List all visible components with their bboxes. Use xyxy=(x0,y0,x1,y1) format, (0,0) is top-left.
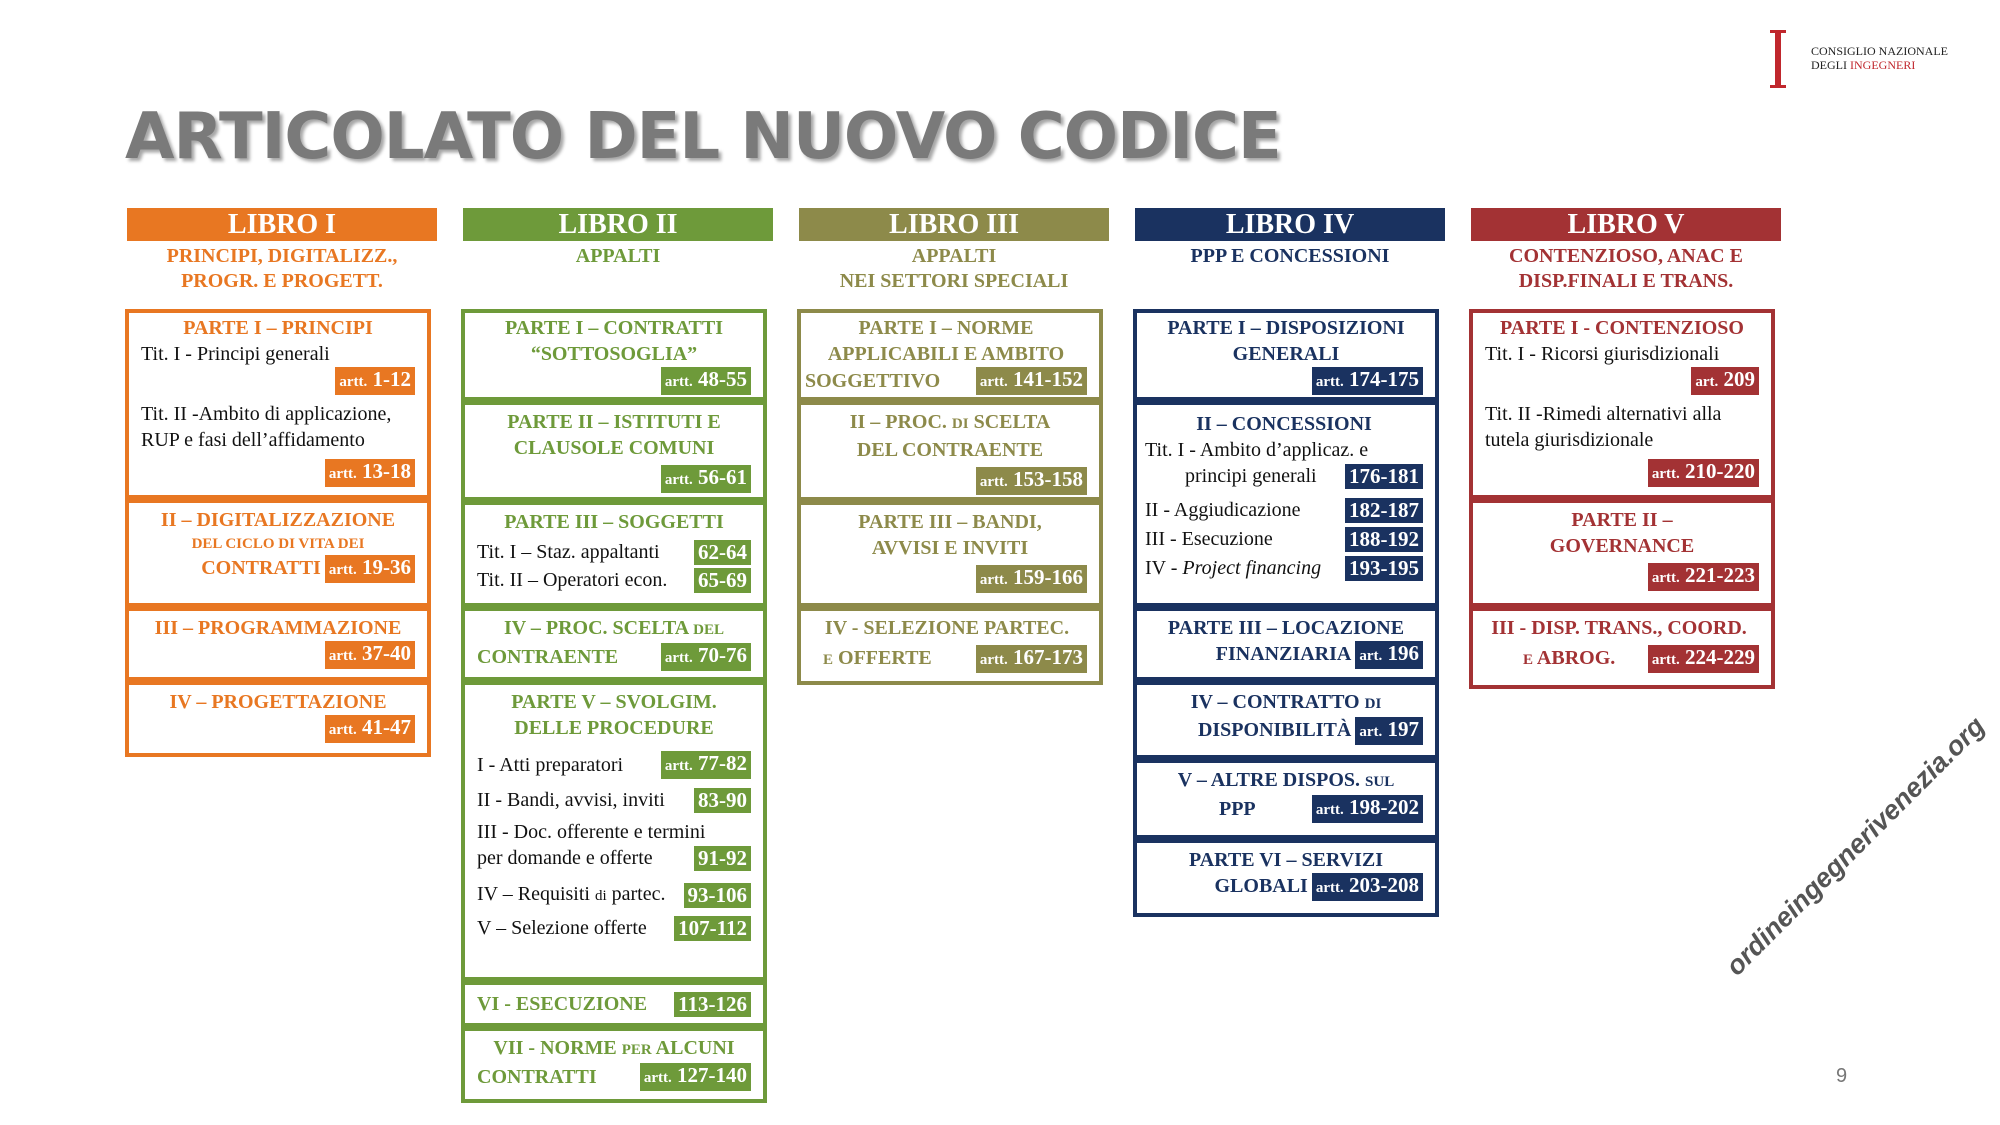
libro-2-parte-2: PARTE II – ISTITUTI E CLAUSOLE COMUNI artt. 56-61 xyxy=(461,401,767,501)
logo-line-2: DEGLI INGEGNERI xyxy=(1811,58,1916,72)
libro-1-subtitle: PRINCIPI, DIGITALIZZ., PROGR. E PROGETT. xyxy=(166,245,398,292)
libro-5-parte-1: PARTE I - CONTENZIOSO Tit. I - Ricorsi giurisdizionali art. 209 Tit. II -Rimedi alternativi alla tutela giurisdizionale artt. 210-220 xyxy=(1469,309,1775,499)
libro-4-parte-2: II – CONCESSIONI Tit. I - Ambito d’applicaz. e principi generali 176-181 II - Aggiudicazione 182-187 III - Esecuzione 188-192 IV - Project financing 193-195 xyxy=(1133,401,1439,607)
libro-5-column xyxy=(1471,208,1781,669)
libro-2-parte-3: PARTE III – SOGGETTI Tit. I – Staz. appaltanti 62-64 Tit. II – Operatori econ. 65-69 xyxy=(461,501,767,607)
libro-2-parte-5: PARTE V – SVOLGIM. DELLE PROCEDURE I - Atti preparatori artt. 77-82 II - Bandi, avvisi, inviti 83-90 III - Doc. offerente e termini per domande e offerte 91-92 IV – Requisiti di partec. 93-106 V – Selezione offerte 107-112 xyxy=(461,681,767,981)
libro-1-parte-4: IV – PROGETTAZIONE artt. 41-47 xyxy=(125,681,431,757)
libro-5-parte-3: III - DISP. TRANS., COORD. E ABROG. artt. 224-229 xyxy=(1469,607,1775,689)
libro-2-subtitle: APPALTI xyxy=(575,245,661,267)
libro-1-header: LIBRO I xyxy=(127,208,437,241)
libro-3-subtitle: APPALTI NEI SETTORI SPECIALI xyxy=(839,245,1069,292)
libro-4-subtitle: PPP E CONCESSIONI xyxy=(1190,245,1390,267)
libro-3-column xyxy=(799,208,1109,669)
libro-1-parte-1: PARTE I – PRINCIPI Tit. I - Principi generali artt. 1-12 Tit. II -Ambito di applicazione, RUP e fasi dell’affidamento artt. 13-18 xyxy=(125,309,431,499)
libro-4-parte-6: PARTE VI – SERVIZI GLOBALI artt. 203-208 xyxy=(1133,839,1439,917)
page-number: 9 xyxy=(1836,1065,1848,1087)
libro-5-parte-2: PARTE II – GOVERNANCE artt. 221-223 xyxy=(1469,499,1775,607)
libro-3-header: LIBRO III xyxy=(799,208,1109,241)
libro-3-parte-1: PARTE I – NORME APPLICABILI E AMBITO SOGGETTIVO artt. 141-152 xyxy=(797,309,1103,401)
libro-1-column xyxy=(127,208,437,739)
libro-5-header: LIBRO V xyxy=(1471,208,1781,241)
libro-1-parte-2: II – DIGITALIZZAZIONE DEL CICLO DI VITA DEI CONTRATTI artt. 19-36 xyxy=(125,499,431,607)
libro-4-parte-5: V – ALTRE DISPOS. SUL PPP artt. 198-202 xyxy=(1133,759,1439,839)
libro-3-parte-3: PARTE III – BANDI, AVVISI E INVITI artt. 159-166 xyxy=(797,501,1103,607)
page-title: ARTICOLATO DEL NUOVO CODICE xyxy=(125,100,1281,174)
libro-2-parte-4: IV – PROC. SCELTA DEL CONTRAENTE artt. 70-76 xyxy=(461,607,767,681)
libro-4-parte-4: IV – CONTRATTO DI DISPONIBILITÀ art. 197 xyxy=(1133,681,1439,759)
libro-2-parte-7: VII - NORME PER ALCUNI CONTRATTI artt. 127-140 xyxy=(461,1027,767,1103)
libro-2-header: LIBRO II xyxy=(463,208,773,241)
watermark: ordineingegnerivenezia.org xyxy=(1720,710,1991,982)
libro-3-parte-2: II – PROC. DI SCELTA DEL CONTRAENTE artt. 153-158 xyxy=(797,401,1103,501)
logo-line-1: CONSIGLIO NAZIONALE xyxy=(1811,44,1948,58)
libro-2-parte-1: PARTE I – CONTRATTI “SOTTOSOGLIA” artt. 48-55 xyxy=(461,309,767,401)
libro-4-parte-3: PARTE III – LOCAZIONE FINANZIARIA art. 196 xyxy=(1133,607,1439,681)
libro-4-parte-1: PARTE I – DISPOSIZIONI GENERALI artt. 174-175 xyxy=(1133,309,1439,401)
libro-5-subtitle: CONTENZIOSO, ANAC E DISP.FINALI E TRANS. xyxy=(1509,245,1743,292)
libro-3-parte-4: IV - SELEZIONE PARTEC. E OFFERTE artt. 167-173 xyxy=(797,607,1103,685)
libro-2-parte-6: VI - ESECUZIONE 113-126 xyxy=(461,981,767,1027)
libro-4-header: LIBRO IV xyxy=(1135,208,1445,241)
libro-1-parte-3: III – PROGRAMMAZIONE artt. 37-40 xyxy=(125,607,431,681)
libro-2-column xyxy=(463,208,773,1088)
libro-4-column xyxy=(1135,208,1445,897)
logo-mark-icon xyxy=(1775,30,1781,88)
